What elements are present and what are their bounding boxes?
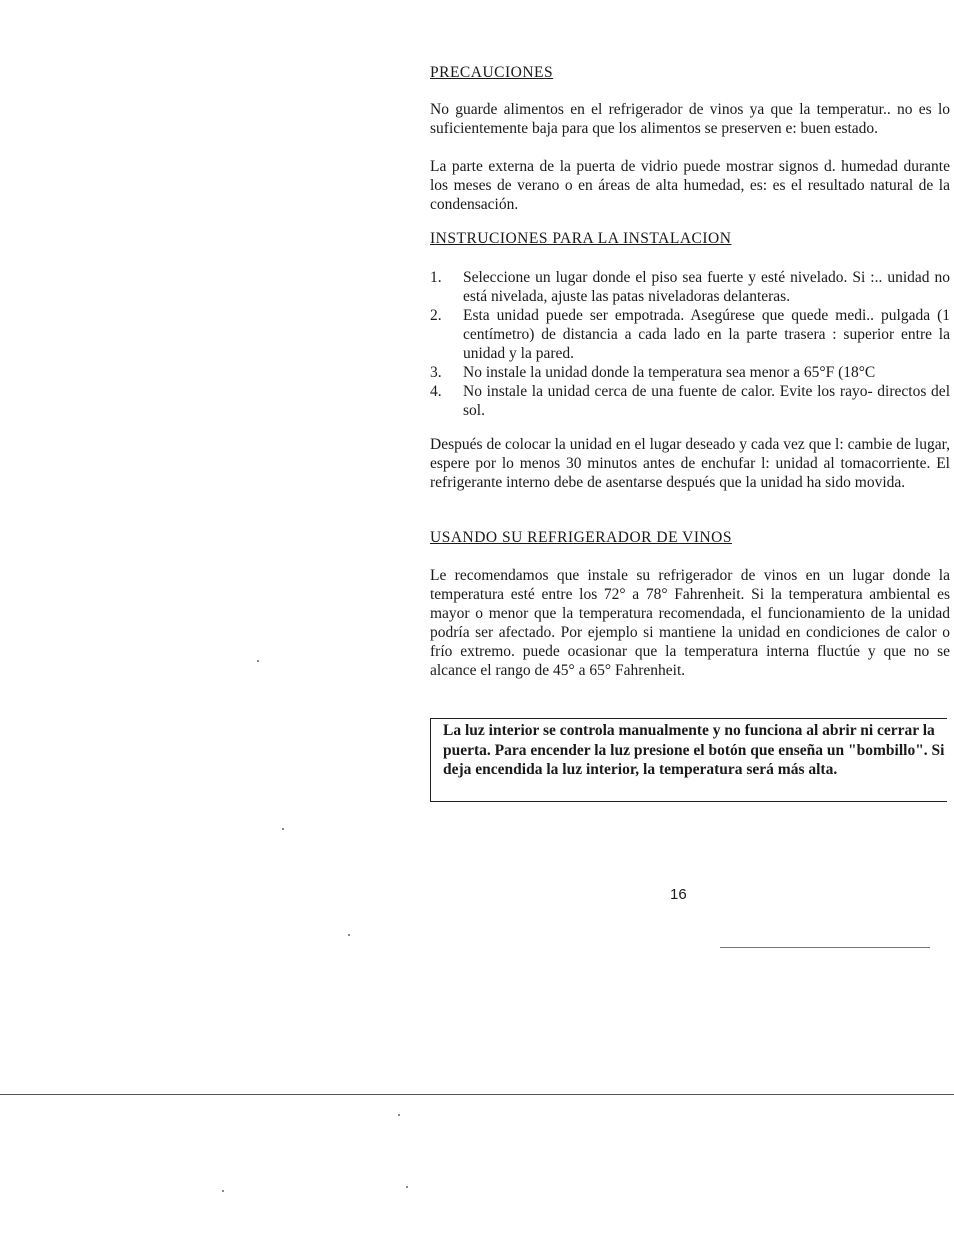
list-item-text: No instale la unidad donde la temperatura sea menor a 65°F (18°C [463,364,876,381]
scan-speck [257,660,259,662]
list-item [430,268,950,306]
list-item-text: No instale la unidad cerca de una fuente de calor. Evite los rayo- directos del sol. [463,383,950,419]
scan-speck [222,1190,224,1192]
instalacion-list [430,268,950,420]
instalacion-heading: INSTRUCIONES PARA LA INSTALACION [430,230,732,247]
scan-speck [406,1186,408,1188]
notice-box [430,718,947,802]
precauciones-heading: PRECAUCIONES [430,64,554,81]
scan-speck [398,1114,400,1116]
scan-speck [348,934,350,936]
notice-text: La luz interior se controla manualmente y no funciona al abrir ni cerrar la puerta. Para encender la luz presione el botón que enseña un "bombillo". Si deja encendida la luz interior, la temperatura será más alta. [443,722,945,778]
list-item-number: 3. [430,364,442,381]
scan-speck [282,828,284,830]
list-item-text: Seleccione un lugar donde el piso sea fuerte y esté nivelado. Si :.. unidad no está nivelada, ajuste las patas niveladoras delanteras. [463,269,950,305]
list-item [430,382,950,420]
page-number: 16 [670,886,687,903]
list-item-number: 2. [430,307,442,324]
instalacion-after-paragraph: Después de colocar la unidad en el lugar deseado y cada vez que l: cambie de lugar, espere por lo menos 30 minutos antes de enchufar l: unidad al tomacorriente. El refrigerante interno debe de asentarse después que la unidad ha sido movida. [430,436,950,491]
list-item-number: 4. [430,383,442,400]
precauciones-paragraph-2: La parte externa de la puerta de vidrio puede mostrar signos d. humedad durante los meses de verano o en áreas de alta humedad, es: es el resultado natural de la condensación. [430,158,950,213]
list-item [430,363,950,382]
list-item-number: 1. [430,269,442,286]
scan-line [0,1094,954,1095]
precauciones-paragraph-1: No guarde alimentos en el refrigerador de vinos ya que la temperatur.. no es lo suficientemente baja para que los alimentos se preserven e: buen estado. [430,101,950,137]
usando-paragraph: Le recomendamos que instale su refrigerador de vinos en un lugar donde la temperatura esté entre los 72° a 78° Fahrenheit. Si la temperatura ambiental es mayor o menor que la temperatura recomendada, el funcionamiento de la unidad podría ser afectado. Por ejemplo si mantiene la unidad en condiciones de calor o frío extremo. puede ocasionar que la temperatura interna fluctúe y que no se alcance el rango de 45° a 65° Fahrenheit. [430,567,950,679]
list-item [430,306,950,363]
list-item-text: Esta unidad puede ser empotrada. Asegúrese que quede medi.. pulgada (1 centímetro) de distancia a cada lado en la parte trasera : superior entre la unidad y la pared. [463,307,950,362]
usando-heading: USANDO SU REFRIGERADOR DE VINOS [430,529,732,546]
scan-line-short [720,947,930,948]
